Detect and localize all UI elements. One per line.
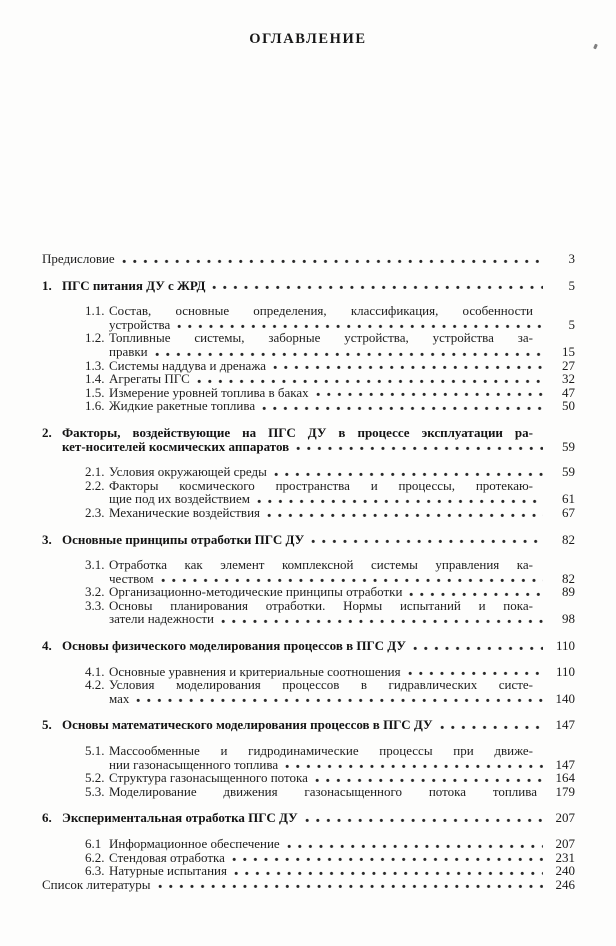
toc-entry-number: 5.1. — [85, 743, 105, 759]
dot-leader — [177, 324, 543, 329]
toc-entry-number: 3.3. — [85, 597, 105, 613]
toc-entry-page: 89 — [562, 584, 575, 600]
toc-entry — [42, 771, 575, 785]
toc-entry-page: 110 — [555, 663, 575, 679]
toc-entry-line — [42, 440, 575, 454]
toc-entry-line — [85, 372, 575, 386]
toc-entry-title: Основы планирования отработки. Нормы испытаний и пока- — [109, 597, 533, 613]
toc-entry — [42, 465, 575, 479]
toc-entry-number: 6.3. — [85, 863, 105, 879]
dot-leader — [122, 259, 543, 264]
toc-entry — [42, 506, 575, 520]
dot-leader — [234, 871, 543, 876]
dot-leader — [408, 671, 543, 676]
toc-entry — [42, 533, 575, 547]
toc-entry-page: 147 — [555, 756, 575, 772]
toc-entry-number: 4. — [42, 638, 52, 654]
toc-entry — [42, 399, 575, 413]
toc-entry — [42, 359, 575, 373]
toc-entry-number: 3.1. — [85, 557, 105, 573]
toc-entry — [42, 864, 575, 878]
toc-entry-line — [85, 558, 575, 572]
toc-entry-title: Информационное обеспечение — [109, 836, 280, 851]
toc-entry — [42, 678, 575, 705]
toc-entry-number: 1.3. — [85, 357, 105, 373]
toc-entry — [42, 426, 575, 453]
toc-entry-line — [42, 426, 575, 440]
toc-entry-title: Состав, основные определения, классификация, особенности — [109, 303, 533, 319]
toc-entry-title: мах — [109, 690, 130, 706]
toc-entry-title: щие под их воздействием — [109, 491, 250, 507]
toc-entry-line — [85, 612, 575, 626]
dot-leader — [197, 379, 543, 384]
dot-leader — [232, 857, 543, 862]
toc-entry-number: 4.2. — [85, 677, 105, 693]
toc-entry — [42, 304, 575, 331]
toc-entry-line — [42, 252, 575, 266]
toc-entry-line — [42, 639, 575, 653]
toc-entry-title: Организационно-методические принципы отработки — [109, 584, 403, 600]
toc-entry-line — [85, 479, 575, 493]
toc-entry-line — [85, 744, 575, 758]
toc-entry-page: 59 — [562, 464, 575, 480]
toc-entry-number: 2. — [42, 424, 52, 440]
toc-entry-title: Основные уравнения и критериальные соотношения — [109, 663, 401, 679]
toc-entry-line — [85, 851, 575, 865]
toc-entry-page: 231 — [555, 849, 575, 865]
toc-entry — [42, 811, 575, 825]
toc-entry-number: 1.2. — [85, 330, 105, 346]
toc-entry-title: кет-носителей космических аппаратов — [62, 438, 290, 454]
toc-entry — [42, 585, 575, 599]
toc-entry-title: Факторы космического пространства и процессы, протекаю- — [109, 477, 533, 493]
dot-leader — [305, 818, 543, 823]
dot-leader — [409, 592, 543, 597]
toc-entry — [42, 599, 575, 626]
dot-leader — [136, 698, 543, 703]
toc-entry-page: 147 — [555, 717, 575, 733]
toc-entry-line — [85, 492, 575, 506]
toc-entry-line — [85, 837, 575, 851]
toc-entry-title: Основы физического моделирования процессов в ПГС ДУ — [62, 638, 406, 654]
toc-entry — [42, 837, 575, 851]
toc-entry-title: затели надежности — [109, 611, 214, 627]
toc-entry-page: 50 — [562, 398, 575, 414]
toc-entry-title: Массообменные и гидродинамические процессы при движе- — [109, 743, 533, 759]
toc-entry-number: 5.2. — [85, 770, 105, 786]
toc-entry-title: Экспериментальная отработка ПГС ДУ — [62, 810, 298, 826]
toc-entry-title: Измерение уровней топлива в баках — [109, 384, 309, 400]
toc-entry-number: 4.1. — [85, 663, 105, 679]
toc-entry-line — [42, 533, 575, 547]
dot-leader — [413, 646, 543, 651]
dot-leader — [274, 472, 543, 477]
toc-entry-page: 179 — [555, 783, 575, 799]
toc-entry-title: Основные принципы отработки ПГС ДУ — [62, 531, 305, 547]
toc-entry-line — [42, 718, 575, 732]
toc-entry-line — [85, 665, 575, 679]
dot-leader — [285, 764, 543, 769]
toc-entry-line — [85, 572, 575, 586]
toc-entry — [42, 639, 575, 653]
toc-entry-line — [85, 692, 575, 706]
toc-entry — [42, 878, 575, 892]
toc-entry-number: 6.2. — [85, 849, 105, 865]
toc-entry-number: 2.1. — [85, 464, 105, 480]
toc-entry-line — [85, 331, 575, 345]
toc-entry-line — [85, 785, 575, 799]
toc-entry — [42, 665, 575, 679]
toc-entry — [42, 331, 575, 358]
toc-entry-number: 2.3. — [85, 504, 105, 520]
dot-leader — [155, 352, 543, 357]
toc-entry — [42, 279, 575, 293]
toc-entry-line — [85, 359, 575, 373]
dot-leader — [262, 406, 543, 411]
toc-entry-title: Структура газонасыщенного потока — [109, 770, 308, 786]
toc-entry-page: 240 — [555, 863, 575, 879]
toc-entry-line — [85, 399, 575, 413]
toc-entry-title: Факторы, воздействующие на ПГС ДУ в процессе эксплуатации ра- — [62, 424, 533, 440]
toc-entry-page: 164 — [555, 770, 575, 786]
toc-list — [42, 252, 575, 891]
dot-leader — [316, 392, 543, 397]
dot-leader — [315, 778, 543, 783]
toc-entry-page: 207 — [555, 810, 575, 826]
toc-entry-line — [42, 279, 575, 293]
toc-entry-page: 61 — [562, 491, 575, 507]
toc-entry-line — [85, 345, 575, 359]
toc-entry — [42, 386, 575, 400]
toc-entry-title: Основы математического моделирования процессов в ПГС ДУ — [62, 717, 433, 733]
toc-entry-number: 1. — [42, 277, 52, 293]
toc-entry-line — [85, 465, 575, 479]
toc-entry-number: 6.1 — [85, 836, 102, 851]
toc-entry-title: Агрегаты ПГС — [109, 371, 190, 387]
toc-entry-title: нии газонасыщенного топлива — [109, 756, 279, 772]
toc-entry-title: Моделирование движения газонасыщенного потока топлива — [109, 783, 537, 799]
toc-entry-title: Предисловие — [42, 251, 115, 266]
dot-leader — [221, 619, 543, 624]
toc-entry-page: 82 — [562, 570, 575, 586]
toc-entry-number: 2.2. — [85, 477, 105, 493]
toc-entry-page: 82 — [562, 531, 575, 547]
toc-entry-line — [42, 811, 575, 825]
toc-entry-page: 32 — [562, 371, 575, 387]
toc-entry-line — [42, 878, 575, 892]
toc-entry-title: правки — [109, 343, 148, 359]
toc-entry-page: 207 — [555, 836, 575, 851]
dot-leader — [212, 285, 543, 290]
toc-entry-line — [85, 318, 575, 332]
dot-leader — [273, 365, 543, 370]
toc-entry-page: 47 — [562, 384, 575, 400]
toc-entry-number: 1.5. — [85, 384, 105, 400]
toc-entry-page: 5 — [568, 277, 575, 293]
toc-entry-title: Системы наддува и дренажа — [109, 357, 267, 373]
page-title: ОГЛАВЛЕНИЕ — [249, 31, 367, 47]
toc-entry-title: чеством — [109, 570, 154, 586]
toc-entry-line — [85, 386, 575, 400]
toc-entry-line — [85, 864, 575, 878]
toc-entry-page: 27 — [562, 357, 575, 373]
toc-entry-number: 5.3. — [85, 783, 105, 799]
toc-entry-line — [85, 599, 575, 613]
dot-leader — [296, 446, 543, 451]
toc-entry-title: Стендовая отработка — [109, 849, 225, 865]
toc-entry-number: 1.6. — [85, 398, 105, 414]
toc-entry-page: 140 — [555, 690, 575, 706]
toc-entry — [42, 785, 575, 799]
toc-entry-page: 59 — [562, 438, 575, 454]
toc-entry-title: ПГС питания ДУ с ЖРД — [62, 277, 206, 293]
toc-entry-page: 3 — [568, 251, 575, 266]
toc-entry-title: Список литературы — [42, 876, 151, 892]
dot-leader — [158, 884, 544, 889]
toc-entry-page: 110 — [555, 638, 575, 654]
toc-entry-title: Натурные испытания — [109, 863, 227, 879]
toc-entry — [42, 252, 575, 266]
toc-entry-line — [85, 758, 575, 772]
toc-entry-page: 15 — [562, 343, 575, 359]
toc-entry-page: 67 — [562, 504, 575, 520]
dot-leader — [311, 539, 543, 544]
toc-entry-line — [85, 771, 575, 785]
dot-leader — [440, 725, 543, 730]
toc-entry-title: устройства — [109, 316, 171, 332]
toc-entry-number: 3. — [42, 531, 52, 547]
dot-leader — [287, 844, 543, 849]
dot-leader — [267, 513, 543, 518]
toc-entry-page: 5 — [568, 316, 575, 332]
toc-entry-number: 1.1. — [85, 303, 105, 319]
toc-entry-line — [85, 678, 575, 692]
toc-entry — [42, 372, 575, 386]
toc-entry-number: 6. — [42, 810, 52, 826]
toc-entry-page: 98 — [562, 611, 575, 627]
toc-entry — [42, 479, 575, 506]
toc-entry — [42, 718, 575, 732]
toc-entry-page: 246 — [555, 876, 575, 892]
toc-entry-title: Отработка как элемент комплексной системы управления ка- — [109, 557, 533, 573]
toc-entry-number: 3.2. — [85, 584, 105, 600]
toc-entry — [42, 851, 575, 865]
toc-entry-line — [85, 506, 575, 520]
toc-entry — [42, 558, 575, 585]
toc-entry-title: Механические воздействия — [109, 504, 261, 520]
toc-entry-title: Жидкие ракетные топлива — [109, 398, 256, 414]
toc-entry-line — [85, 585, 575, 599]
toc-entry-number: 5. — [42, 717, 52, 733]
toc-entry-title: Топливные системы, заборные устройства, устройства за- — [109, 330, 533, 346]
dot-leader — [257, 499, 543, 504]
toc-entry-title: Условия окружающей среды — [109, 464, 267, 480]
toc-entry-title: Условия моделирования процессов в гидравлических систе- — [109, 677, 533, 693]
toc-entry-line — [85, 304, 575, 318]
dot-leader — [161, 578, 543, 583]
toc-entry — [42, 744, 575, 771]
toc-entry-number: 1.4. — [85, 371, 105, 387]
